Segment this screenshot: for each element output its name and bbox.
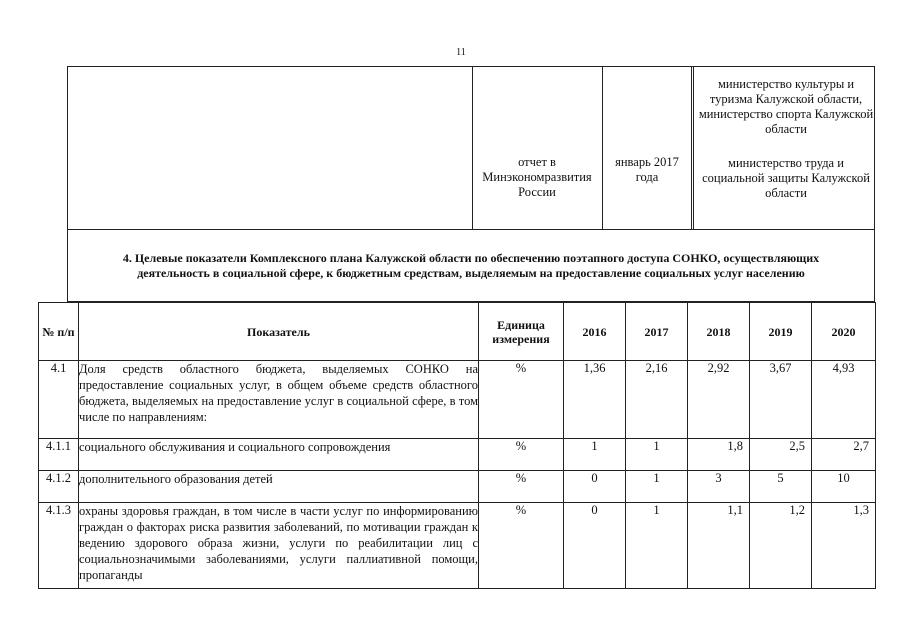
top-table-block (67, 66, 875, 230)
row-indicator: дополнительного образования детей (79, 471, 479, 503)
row-value-2020: 4,93 (812, 361, 876, 439)
row-num: 4.1 (39, 361, 79, 439)
header-2019: 2019 (750, 303, 812, 361)
row-unit: % (479, 439, 564, 471)
row-indicator: Доля средств областного бюджета, выделяемых СОНКО на предоставление социальных услуг, в общем объеме средств областного бюджета, выделяемых на предоставление услуг в социальной сфере, в том числе по направлениям: (79, 361, 479, 439)
report-cell: отчет в Минэкономразвития России (482, 155, 592, 199)
row-value-2016: 1,36 (564, 361, 626, 439)
section-title: 4. Целевые показатели Комплексного плана Калужской области по обеспечению поэтапного доступа СОНКО, осуществляющих деятельность в социальной сфере, к бюджетным средствам, выделяемым на предоставление социальных услуг населению (67, 230, 875, 302)
table-row (39, 471, 876, 503)
row-value-2019: 1,2 (750, 503, 812, 589)
column-divider (472, 67, 473, 229)
row-value-2016: 0 (564, 503, 626, 589)
row-value-2018: 1,8 (688, 439, 750, 471)
row-value-2019: 5 (750, 471, 812, 503)
row-value-2016: 0 (564, 471, 626, 503)
row-indicator: социального обслуживания и социального сопровождения (79, 439, 479, 471)
table-row (39, 503, 876, 589)
header-2020: 2020 (812, 303, 876, 361)
row-value-2020: 10 (812, 471, 876, 503)
table-row (39, 361, 876, 439)
header-2016: 2016 (564, 303, 626, 361)
header-indicator: Показатель (79, 303, 479, 361)
row-value-2020: 1,3 (812, 503, 876, 589)
row-num: 4.1.3 (39, 503, 79, 589)
row-value-2020: 2,7 (812, 439, 876, 471)
row-indicator: охраны здоровья граждан, в том числе в части услуг по информированию граждан о факторах риска развития заболеваний, по мотивации граждан к ведению здорового образа жизни, услуги по реабилитации лиц с социальнозначимыми заболеваниями, услуги паллиативной помощи, пропаганды (79, 503, 479, 589)
header-num: № п/п (39, 303, 79, 361)
row-value-2019: 2,5 (750, 439, 812, 471)
indicators-table (38, 302, 876, 589)
row-value-2017: 1 (626, 503, 688, 589)
page-number: 11 (456, 47, 466, 58)
row-num: 4.1.2 (39, 471, 79, 503)
responsible-cell-2: министерство труда и социальной защиты Калужской области (702, 156, 870, 200)
row-value-2019: 3,67 (750, 361, 812, 439)
row-value-2017: 1 (626, 439, 688, 471)
table-header-row (39, 303, 876, 361)
row-value-2017: 1 (626, 471, 688, 503)
responsible-cell-1: министерство культуры и туризма Калужской области, министерство спорта Калужской области (698, 77, 874, 136)
deadline-cell: январь 2017 года (615, 155, 679, 184)
row-value-2018: 1,1 (688, 503, 750, 589)
row-num: 4.1.1 (39, 439, 79, 471)
row-value-2018: 3 (688, 471, 750, 503)
row-value-2016: 1 (564, 439, 626, 471)
header-2017: 2017 (626, 303, 688, 361)
column-divider (691, 67, 694, 229)
row-unit: % (479, 361, 564, 439)
column-divider (602, 67, 603, 229)
row-unit: % (479, 471, 564, 503)
row-unit: % (479, 503, 564, 589)
row-value-2017: 2,16 (626, 361, 688, 439)
row-value-2018: 2,92 (688, 361, 750, 439)
header-unit: Единица измерения (479, 303, 564, 361)
header-2018: 2018 (688, 303, 750, 361)
table-row (39, 439, 876, 471)
